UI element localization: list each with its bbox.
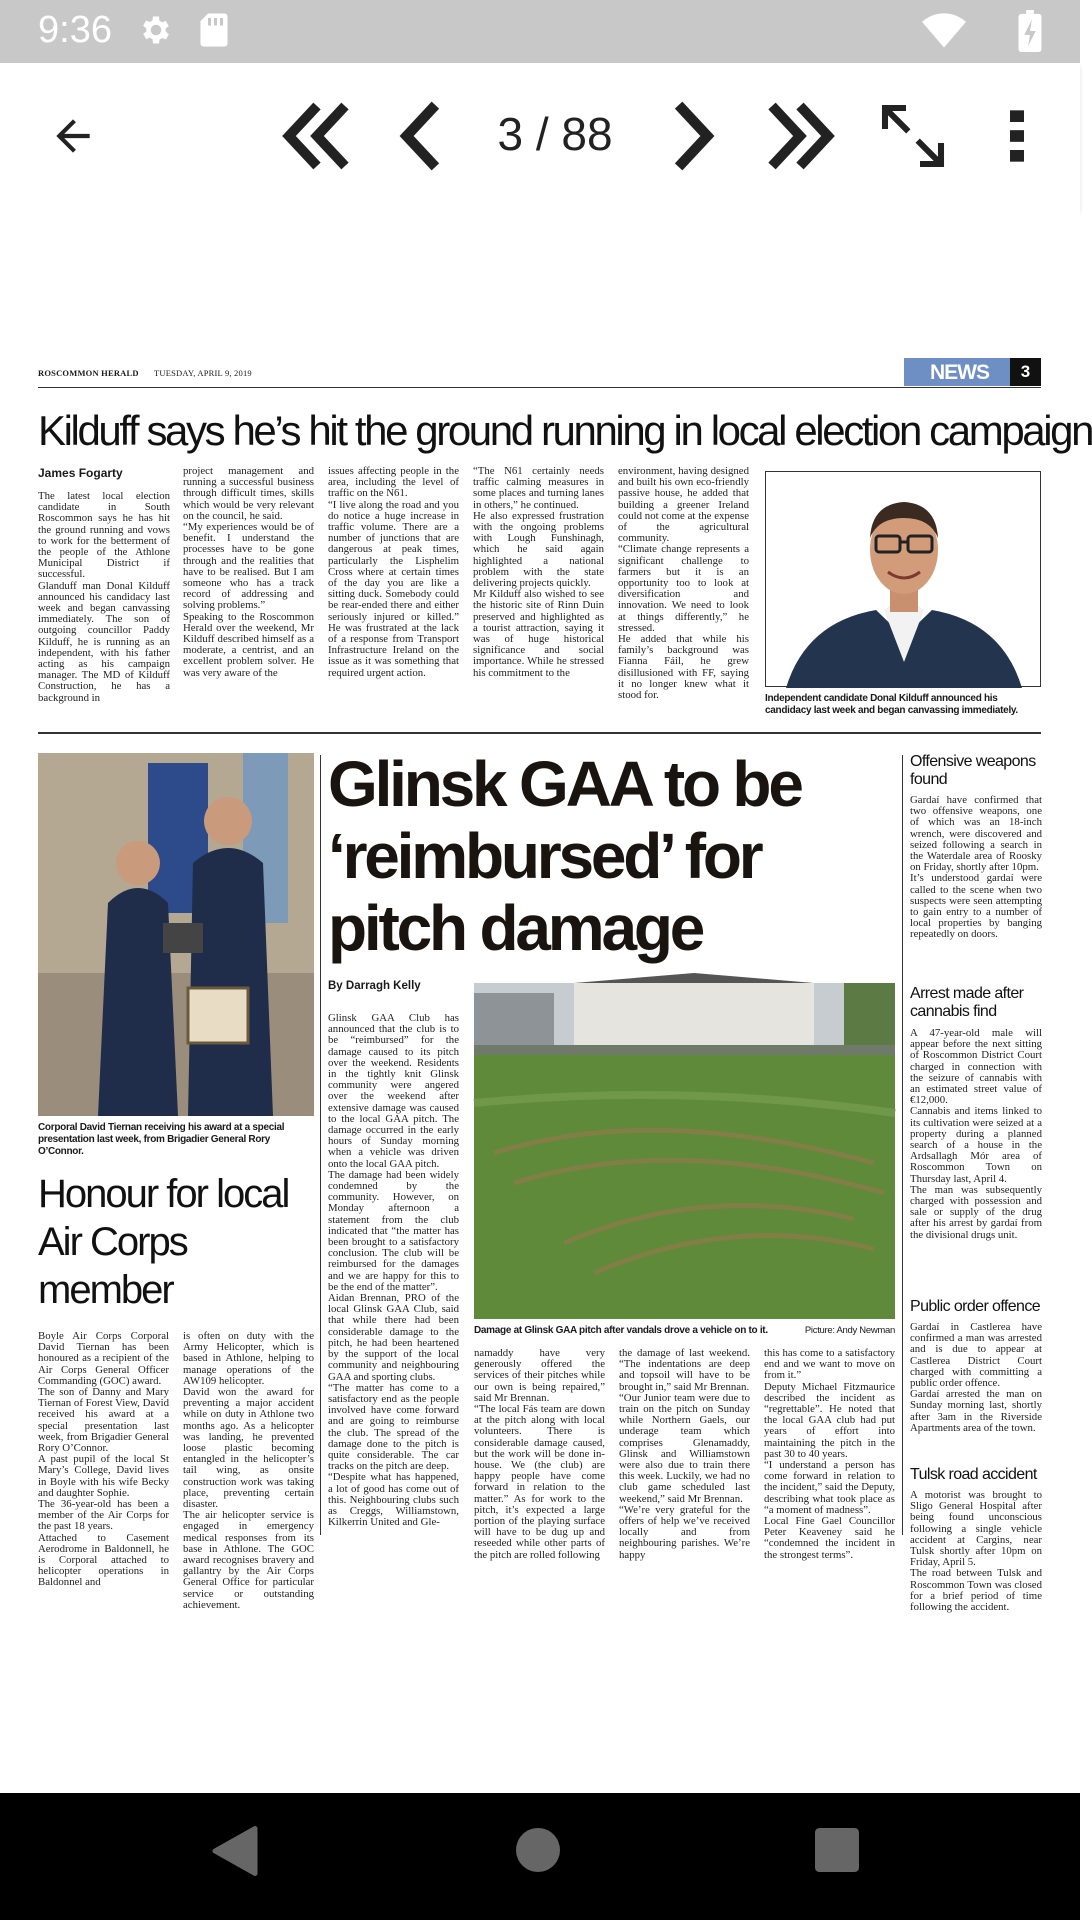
left-column-rule (320, 755, 321, 1535)
candidate-photo (765, 471, 1041, 687)
glinsk-column-3: the damage of last weekend. “The indentations are deep and topsoil will have to be brought in,” said Mr Brennan. “Our Junior team were due to train on the pitch on Sunday while Northern Gaels, our underage team which comprises Glenamaddy, Glinsk and Williamstown were also due to train there this week. Luckily, we had no club game scheduled last weekend,” said Mr Brennan. “We’re very grateful for the offers of help we’ve received locally and from neighbouring parishes. We’re happy (619, 1347, 750, 1561)
glinsk-lead-column: Glinsk GAA Club has announced that the club is to be “reimbursed” for the damage caused to its pitch over the weekend. Residents in the tightly knit Glinsk community were angered over the weekend after extensive damage was caused to the local GAA pitch. The damage occurred in the early hours of Sunday morning when a vehicle was driven onto the local GAA pitch. The damage had been widely condemned by the community. However, on Monday afternoon a statement from the club indicated that “the matter has been brought to a satisfactory conclusion. The club will be reimbursed for the damages and we are happy for this to be the end of the matter”. Aidan Brennan, PRO of the local Glinsk GAA Club, said that while there had been considerable damage to the pitch, he had been heartened by the support of the local community and neighbouring GAA and sporting clubs. “The matter has come to a satisfactory end as the people involved have come forward and are going to reimburse the club. The spread of the damage done to the pitch is quite considerable. The car tracks on the pitch are deep. “Despite what has happened, a lot of good has come out of this. Neighbouring clubs such as Creggs, Williamstown, Kilkerrin United and Gle- (328, 1012, 459, 1529)
glinsk-column-2: namaddy have very generously offered the services of their pitches while our own is being repaired,” said Mr Brennan. “The local Fás team are down at the pitch along with local volunteers. There is considerable damage caused, but the work will be done in-house. We (the club) are happy people have come forward in relation to the matter.” As for work to the pitch, it’s expected a large portion of the playing surface will have to be dug up and reseeded while other parts of the pitch are rolled following (474, 1347, 605, 1561)
air-corps-headline: Honour for local Air Corps member (38, 1172, 289, 1312)
brief-body-cannabis: A 47-year-old male will appear before the next sitting of Roscommon District Court charged in connection with the seizure of cannabis with an estimated street value of €12,000. Cannabis and items linked to its cultivation were seized at a property during a planned search of a house in the Ardsallagh Mór area of Roscommon Town on Thursday last, April 4. The man was subsequently charged with possession and sale or supply of the drug after his arrest by gardaí from the divisional drugs unit. (910, 1027, 1042, 1241)
brief-body-public-order: Gardaí in Castlerea have confirmed a man was arrested and is due to appear at Castlerea District Court charged with committing a public order offence. Gardaí arrested the man on Sunday morning last, shortly after 3am in the Riverside Apartments area of the town. (910, 1321, 1042, 1434)
news-section-label: NEWS (930, 361, 989, 384)
nav-home-button[interactable] (516, 1828, 576, 1888)
top-story-column-5: environment, having designed and built his own eco-friendly passive house, he added that building a greener Ireland could not come at the expense of the agricultural community. “Climate change represents a significant challenge to farmers but it is an opportunity too to look at diversification and innovation. We need to look at things differently,” he stressed. He added that while his family’s background was Fianna Fáil, he grew disillusioned with FF, saying it no longer knew what it stood for. (618, 465, 749, 702)
candidate-photo-caption: Independent candidate Donal Kilduff announced his candidacy last week and began canvassing immediately. (765, 693, 1018, 716)
pdf-toolbar (0, 63, 1080, 210)
air-corps-photo-caption: Corporal David Tiernan receiving his award at a special presentation last week, from Brigadier General Rory O’Connor. (38, 1122, 285, 1157)
first-page-icon (277, 99, 357, 173)
right-column-rule (902, 755, 903, 1535)
news-section-tab (904, 358, 1010, 386)
first-page-button[interactable] (272, 91, 362, 181)
fullscreen-button[interactable] (868, 91, 958, 181)
publication-date: TUESDAY, APRIL 9, 2019 (154, 368, 252, 378)
brief-headline-weapons: Offensive weapons found (910, 753, 1036, 788)
top-story-column-1: The latest local election candidate in South Roscommon says he has hit the ground running and vows to work for the betterment of the people of the Athlone Municipal District if successful. Glanduff man Donal Kilduff announced his candidacy last week and began canvassing immediately. The son of outgoing councillor Paddy Kilduff, he is running as an independent, with his father acting as his campaign manager. The MD of Kilduff Construction, he has a background in (38, 490, 170, 704)
top-story-headline: Kilduff says he’s hit the ground running in local election campaign (38, 407, 1092, 454)
next-page-button[interactable] (648, 91, 738, 181)
more-options-button[interactable] (982, 91, 1052, 181)
nav-home-icon (516, 1828, 560, 1872)
sd-card-icon (198, 12, 230, 53)
air-corps-column-1: Boyle Air Corps Corporal David Tiernan has been honoured as a recipient of the Air Corps General Officer Commanding (GOC) award. The son of Danny and Mary Tiernan of Forest View, David received his award at a special presentation last week, from Brigadier General Rory O’Connor. A past pupil of the local St Mary’s College, David lives in Boyle with his wife Becky and daughter Sophie. The 36-year-old has been a member of the Air Corps for the past 18 years. Attached to Casement Aerodrome in Baldonnell, he is Corporal attached to helicopter operations in Baldonnel and (38, 1330, 169, 1589)
back-arrow-icon (48, 111, 98, 161)
brief-headline-public-order: Public order offence (910, 1298, 1041, 1315)
page-indicator: 3 / 88 (497, 108, 613, 160)
glinsk-headline: Glinsk GAA to be ‘reimbursed’ for pitch damage (328, 748, 801, 964)
brief-body-weapons: Gardaí have confirmed that two offensive weapons, one of which was an 18-inch wrench, were discovered and seized following a search in the Waterdale area of Roosky on Friday, shortly after 10pm. It’s understood gardaí were called to the scene when two suspects were seen attempting to gain entry to a number of local properties by banging repeatedly on doors. (910, 794, 1042, 941)
publication-name: ROSCOMMON HERALD (38, 368, 139, 378)
status-time: 9:36 (38, 9, 112, 51)
brief-body-tulsk: A motorist was brought to Sligo General Hospital after being found unconscious following a single vehicle accident at Cargins, near Tulsk shortly after 10pm on Friday, April 5. The road between Tulsk and Roscommon Town was closed for a brief period of time following the accident. (910, 1489, 1042, 1614)
air-corps-photo (38, 753, 314, 1116)
glinsk-column-4: this has come to a satisfactory end and we want to move on from it.” Deputy Michael Fitzmaurice described the incident as “regrettable”. He noted that the local GAA club had put years of effort into maintaining the pitch in the past 30 to 40 years. “I understand a person has come forward in relation to the incident,” said the Deputy, describing what took place as “a moment of madness”. Local Fine Gael Councillor Peter Keaveney said he “condemned the incident in the strongest terms”. (764, 1347, 895, 1561)
top-story-column-3: issues affecting people in the area, including the level of traffic on the N61. “I live along the road and you do notice a huge increase in traffic volume. There are a number of junctions that are dangerous at peak times, particularly the Lisphelim Cross where at certain times of the day you are like a sitting duck. Somebody could be rear-ended there and either seriously injured or killed.” He was frustrated at the lack of a response from Transport Infrastructure Ireland on the issue as it was something that required urgent action. (328, 465, 459, 679)
last-page-icon (760, 99, 840, 173)
previous-page-button[interactable] (376, 91, 466, 181)
status-bar (0, 0, 1080, 63)
newspaper-page[interactable] (0, 210, 1092, 1793)
glinsk-photo-caption: Damage at Glinsk GAA pitch after vandals drove a vehicle on to it. (474, 1325, 768, 1336)
nav-recents-button[interactable] (815, 1828, 875, 1888)
fullscreen-icon (878, 101, 948, 171)
top-story-byline: James Fogarty (38, 466, 123, 480)
glinsk-byline: By Darragh Kelly (328, 980, 421, 992)
glinsk-pitch-photo (474, 983, 895, 1319)
masthead-rule (38, 387, 1041, 388)
previous-page-icon (396, 99, 446, 173)
battery-icon (1018, 10, 1042, 57)
glinsk-photo-credit: Picture: Andy Newman (804, 1325, 895, 1336)
top-story-column-2: project management and running a successful business through difficult times, skills which would be very relevant on the council, he said. “My experiences would be of benefit. I understand the processes have to be gone through and the realities that have to be realised. But I am someone who has a track record of addressing and solving problems.” Speaking to the Roscommon Herald over the weekend, Mr Kilduff described himself as a moderate, a centrist, and an excellent problem solver. He was very aware of the (183, 465, 314, 679)
section-divider (38, 732, 1041, 734)
next-page-icon (668, 99, 718, 173)
more-vert-icon (1007, 108, 1027, 164)
wifi-icon (922, 14, 966, 53)
back-button[interactable] (28, 91, 118, 181)
last-page-button[interactable] (755, 91, 845, 181)
air-corps-column-2: is often on duty with the Army Helicopter, which is based in Athlone, helping to manage operations of the AW109 helicopter. David won the award for preventing a major accident while on duty in Athlone two months ago. As a helicopter was landing, he prevented loose plastic becoming entangled in the helicopter’s tail wing, as onsite construction work was taking place, preventing certain disaster. The air helicopter service is engaged in emergency medical responses from its base in Athlone. The GOC award recognises bravery and gallantry by the Air Corps General Office for particular service or outstanding achievement. (183, 1330, 314, 1611)
page-number-badge: 3 (1010, 358, 1041, 386)
nav-back-button[interactable] (210, 1823, 270, 1887)
brief-headline-tulsk: Tulsk road accident (910, 1466, 1037, 1483)
nav-back-icon (210, 1823, 260, 1879)
navigation-bar (0, 1793, 1080, 1920)
brief-headline-cannabis: Arrest made after cannabis find (910, 985, 1024, 1020)
top-story-column-4: “The N61 certainly needs traffic calming measures in some places and turning lanes in others,” he continued. He also expressed frustration with the ongoing problems with Lough Funshinagh, which he said again highlighted a national problem with the state delivering projects quickly. Mr Kilduff also wished to see the historic site of Rinn Duin preserved and highlighted as a tourist attraction, saying it was of huge historical significance and social importance. While he stressed his commitment to the (473, 465, 604, 679)
nav-recents-icon (815, 1828, 859, 1872)
gear-icon (138, 12, 174, 53)
